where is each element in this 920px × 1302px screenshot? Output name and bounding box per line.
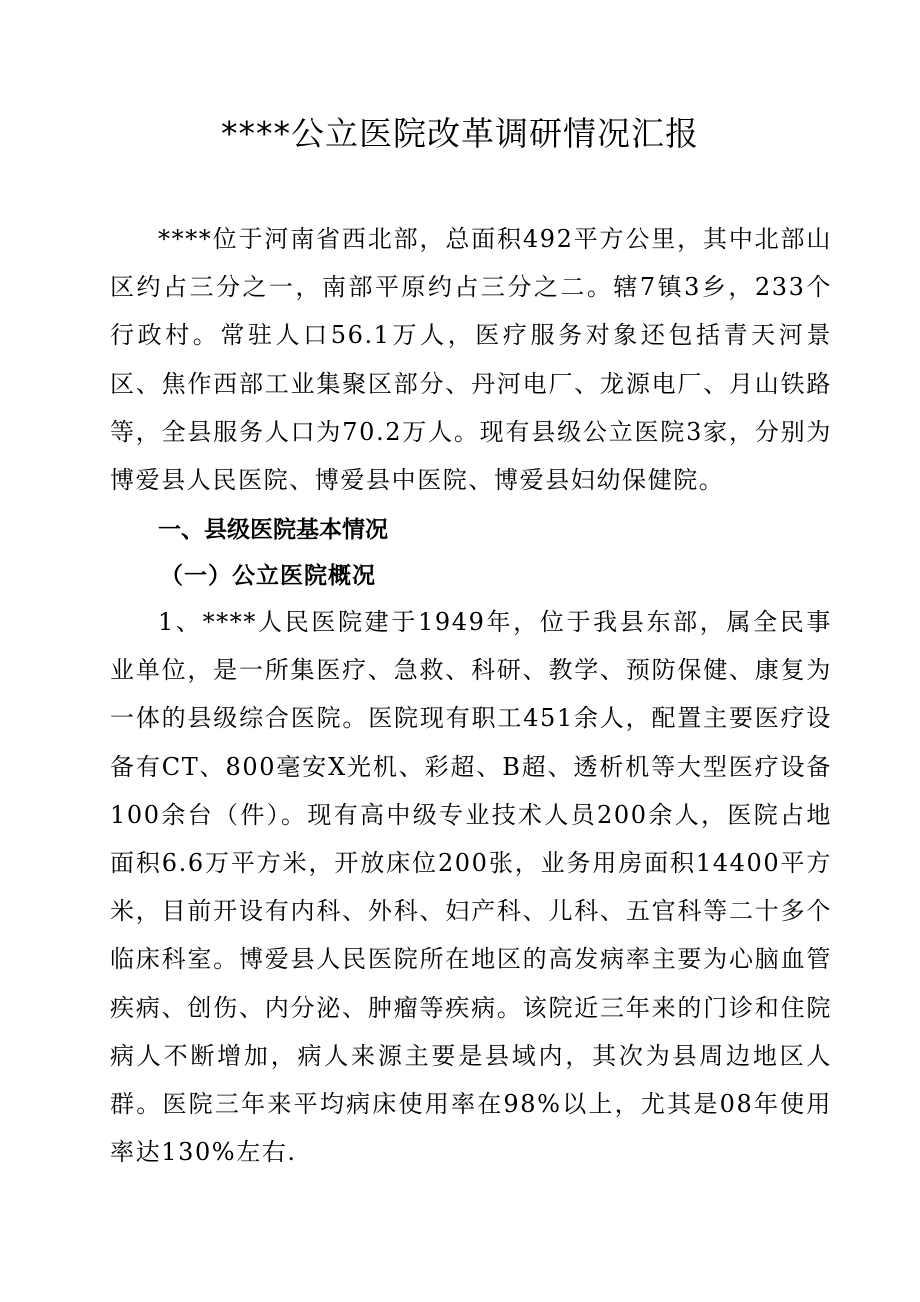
section-heading: 一、县级医院基本情况: [158, 517, 388, 543]
subsection-heading: （一）公立医院概况: [160, 562, 376, 589]
intro-paragraph: ****位于河南省西北部，总面积492平方公里，其中北部山区约占三分之一，南部平原约占三分之二。辖7镇3乡，233个行政村。常驻人口56.1万人，医疗服务对象还包括青天河景区、焦作西部工业集聚区部分、丹河电厂、龙源电厂、月山铁路等，全县服务人口为70.2万人。现有县级公立医院3家，分别为博爱县人民医院、博爱县中医院、博爱县妇幼保健院。: [110, 225, 832, 495]
document-title: ****公立医院改革调研情况汇报: [221, 114, 699, 153]
hospital-paragraph: 1、****人民医院建于1949年，位于我县东部，属全民事业单位，是一所集医疗、急救、科研、教学、预防保健、康复为一体的县级综合医院。医院现有职工451余人，配置主要医疗设备有CT、800毫安X光机、彩超、B超、透析机等大型医疗设备100余台（件）。现有高中级专业技术人员200余人，医院占地面积6.6万平方米，开放床位200张，业务用房面积14400平方米，目前开设有内科、外科、妇产科、儿科、五官科等二十多个临床科室。博爱县人民医院所在地区的高发病率主要为心脑血管疾病、创伤、内分泌、肿瘤等疾病。该院近三年来的门诊和住院病人不断增加，病人来源主要是县域内，其次为县周边地区人群。医院三年来平均病床使用率在98%以上，尤其是08年使用率达130%左右.: [110, 608, 832, 1167]
